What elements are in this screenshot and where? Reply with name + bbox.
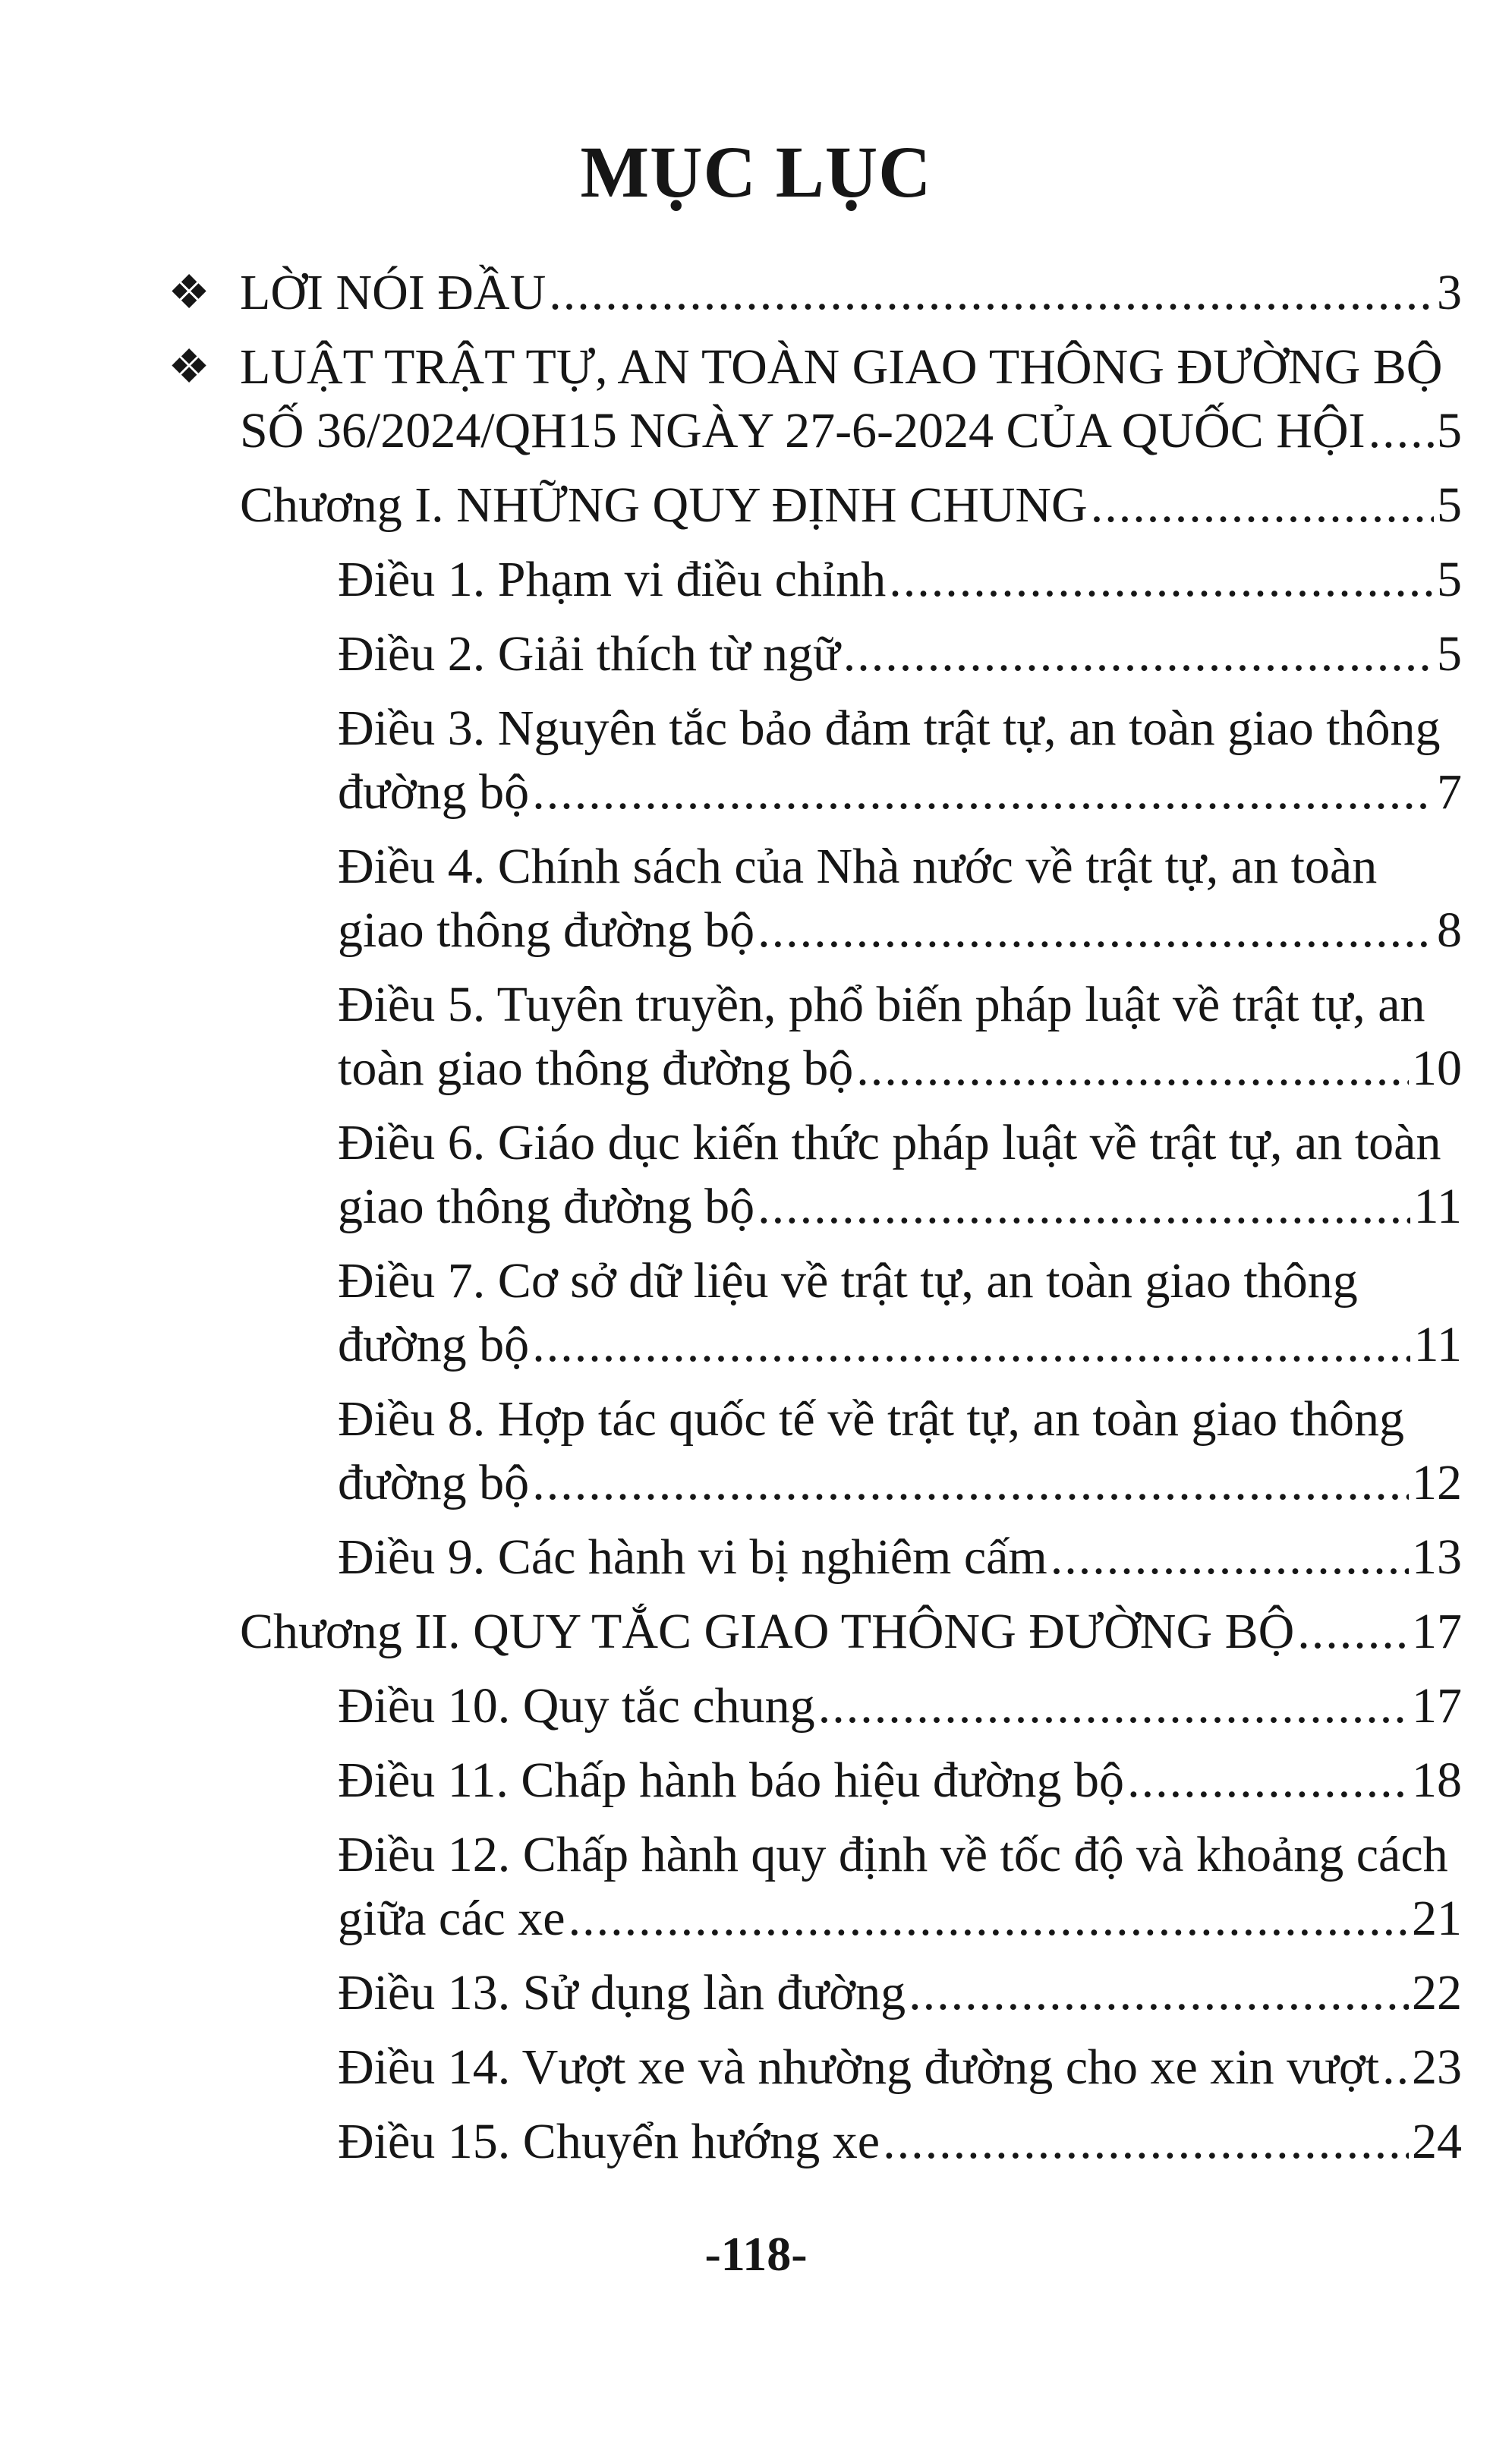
toc-page-number: 17 <box>1412 1604 1462 1659</box>
toc-line <box>338 2036 1462 2099</box>
toc-line <box>338 1249 1462 1313</box>
toc-entry-title: Điều 13. Sử dụng làn đường <box>338 1965 906 2020</box>
page-title: MỤC LỤC <box>580 131 932 213</box>
toc-page-number: 17 <box>1412 1678 1462 1734</box>
dot-leader <box>843 622 1434 686</box>
toc-entry-title: Điều 3. Nguyên tắc bảo đảm trật tự, an toàn giao thông <box>338 701 1441 756</box>
toc-line <box>240 1600 1462 1664</box>
toc-page-number: 7 <box>1437 764 1462 820</box>
toc-entry-preface[interactable] <box>168 261 1462 325</box>
dot-leader <box>1297 1600 1409 1664</box>
toc-line <box>338 1037 1462 1101</box>
toc-entry-article-7[interactable] <box>288 1249 1462 1377</box>
toc-entry-law[interactable] <box>168 335 1462 463</box>
toc-line <box>338 1887 1462 1951</box>
toc-page-number: 12 <box>1412 1455 1462 1510</box>
dot-leader <box>1051 1526 1409 1589</box>
toc-line <box>338 973 1462 1037</box>
toc-entry-article-5[interactable] <box>288 973 1462 1101</box>
toc-entry-title-cont: toàn giao thông đường bộ <box>338 1041 854 1096</box>
toc-line <box>338 1451 1462 1515</box>
toc-page-number: 23 <box>1412 2039 1462 2095</box>
dot-leader <box>883 2110 1409 2174</box>
diamond-bullet-icon: ❖ <box>168 342 210 393</box>
toc-line <box>338 1674 1462 1738</box>
toc-page-number: 24 <box>1412 2114 1462 2169</box>
toc-entry-title: Điều 7. Cơ sở dữ liệu về trật tự, an toàn giao thông <box>338 1253 1358 1309</box>
toc-entry-article-8[interactable] <box>288 1387 1462 1515</box>
dot-leader <box>818 1674 1409 1738</box>
toc-entry-title: Chương II. QUY TẮC GIAO THÔNG ĐƯỜNG BỘ <box>240 1604 1295 1659</box>
toc-entry-title: Điều 2. Giải thích từ ngữ <box>338 626 840 682</box>
toc-entry-article-13[interactable] <box>288 1961 1462 2025</box>
toc-entry-title-cont: SỐ 36/2024/QH15 NGÀY 27-6-2024 CỦA QUỐC HỘI <box>240 403 1366 458</box>
toc-entry-title-cont: giao thông đường bộ <box>338 1179 755 1234</box>
toc-entry-title: Điều 8. Hợp tác quốc tế về trật tự, an toàn giao thông <box>338 1391 1404 1447</box>
toc-line <box>338 622 1462 686</box>
toc-page-number: 5 <box>1437 403 1462 458</box>
dot-leader <box>758 1175 1410 1239</box>
toc-line <box>338 1526 1462 1589</box>
dot-leader <box>856 1037 1409 1101</box>
toc-entry-article-15[interactable] <box>288 2110 1462 2174</box>
toc-page-number: 5 <box>1437 626 1462 682</box>
toc-line <box>338 2110 1462 2174</box>
toc-entry-title-cont: đường bộ <box>338 1317 530 1372</box>
toc-entry-title: Điều 1. Phạm vi điều chỉnh <box>338 552 887 607</box>
toc-line <box>338 1823 1462 1887</box>
toc-entry-title: Điều 15. Chuyển hướng xe <box>338 2114 880 2169</box>
toc-entry-article-10[interactable] <box>288 1674 1462 1738</box>
toc-entry-title: LỜI NÓI ĐẦU <box>240 265 547 320</box>
toc-line <box>338 1111 1462 1175</box>
toc-entry-title: Điều 4. Chính sách của Nhà nước về trật tự, an toàn <box>338 839 1378 894</box>
toc-line <box>338 1175 1462 1239</box>
toc-entry-title: Điều 5. Tuyên truyền, phổ biến pháp luật về trật tự, an <box>338 977 1425 1032</box>
toc-entry-title: Điều 12. Chấp hành quy định về tốc độ và khoảng cách <box>338 1827 1448 1882</box>
toc-line <box>240 399 1462 463</box>
dot-leader <box>532 1313 1410 1377</box>
toc-line <box>338 697 1462 761</box>
toc-line <box>240 474 1462 537</box>
toc-line <box>338 1313 1462 1377</box>
dot-leader <box>1127 1749 1409 1813</box>
toc-entry-article-4[interactable] <box>288 835 1462 962</box>
dot-leader <box>532 1451 1409 1515</box>
table-of-contents <box>0 261 1512 2174</box>
dot-leader <box>1382 2036 1409 2099</box>
dot-leader <box>569 1887 1409 1951</box>
dot-leader <box>909 1961 1409 2025</box>
toc-entry-title: Điều 11. Chấp hành báo hiệu đường bộ <box>338 1753 1125 1808</box>
toc-entry-article-11[interactable] <box>288 1749 1462 1813</box>
toc-line <box>338 1749 1462 1813</box>
toc-page-number: 11 <box>1413 1317 1462 1372</box>
toc-line <box>338 548 1462 612</box>
toc-line <box>338 761 1462 824</box>
toc-page-number: 8 <box>1437 902 1462 958</box>
toc-entry-title: Điều 6. Giáo dục kiến thức pháp luật về trật tự, an toàn <box>338 1115 1441 1170</box>
toc-page-number: 18 <box>1412 1753 1462 1808</box>
dot-leader <box>758 899 1434 962</box>
toc-entry-title-cont: đường bộ <box>338 1455 530 1510</box>
toc-line <box>338 1961 1462 2025</box>
toc-line <box>338 835 1462 899</box>
toc-page-number: 5 <box>1437 477 1462 533</box>
toc-entry-title: Chương I. NHỮNG QUY ĐỊNH CHUNG <box>240 477 1088 533</box>
dot-leader <box>1091 474 1434 537</box>
dot-leader <box>532 761 1434 824</box>
toc-entry-article-2[interactable] <box>288 622 1462 686</box>
toc-entry-article-9[interactable] <box>288 1526 1462 1589</box>
toc-entry-article-14[interactable] <box>288 2036 1462 2099</box>
toc-entry-title-cont: đường bộ <box>338 764 530 820</box>
toc-page-number: 11 <box>1413 1179 1462 1234</box>
toc-entry-title: Điều 10. Quy tắc chung <box>338 1678 815 1734</box>
toc-page-number: 10 <box>1412 1041 1462 1096</box>
toc-entry-title-cont: giữa các xe <box>338 1891 565 1946</box>
toc-page-number: 21 <box>1412 1891 1462 1946</box>
dot-leader <box>889 548 1434 612</box>
toc-page-number: 13 <box>1412 1529 1462 1585</box>
toc-entry-article-1[interactable] <box>288 548 1462 612</box>
toc-page-number: 5 <box>1437 552 1462 607</box>
toc-entry-chapter-1[interactable] <box>240 474 1462 537</box>
toc-entry-article-3[interactable] <box>288 697 1462 824</box>
diamond-bullet-icon: ❖ <box>168 267 210 319</box>
dot-leader <box>1369 399 1434 463</box>
toc-line <box>338 1387 1462 1451</box>
dot-leader <box>549 261 1434 325</box>
toc-line <box>240 335 1462 399</box>
toc-entry-title: LUẬT TRẬT TỰ, AN TOÀN GIAO THÔNG ĐƯỜNG BỘ <box>240 339 1443 395</box>
toc-entry-title-cont: giao thông đường bộ <box>338 902 755 958</box>
toc-line <box>240 261 1462 325</box>
toc-entry-article-6[interactable] <box>288 1111 1462 1239</box>
toc-entry-title: Điều 14. Vượt xe và nhường đường cho xe xin vượt <box>338 2039 1380 2095</box>
toc-page-number: 22 <box>1412 1965 1462 2020</box>
toc-line <box>338 899 1462 962</box>
toc-page-number: 3 <box>1437 265 1462 320</box>
toc-entry-title: Điều 9. Các hành vi bị nghiêm cấm <box>338 1529 1047 1585</box>
toc-entry-chapter-2[interactable] <box>240 1600 1462 1664</box>
toc-entry-article-12[interactable] <box>288 1823 1462 1951</box>
page-number: -118- <box>704 2227 808 2281</box>
